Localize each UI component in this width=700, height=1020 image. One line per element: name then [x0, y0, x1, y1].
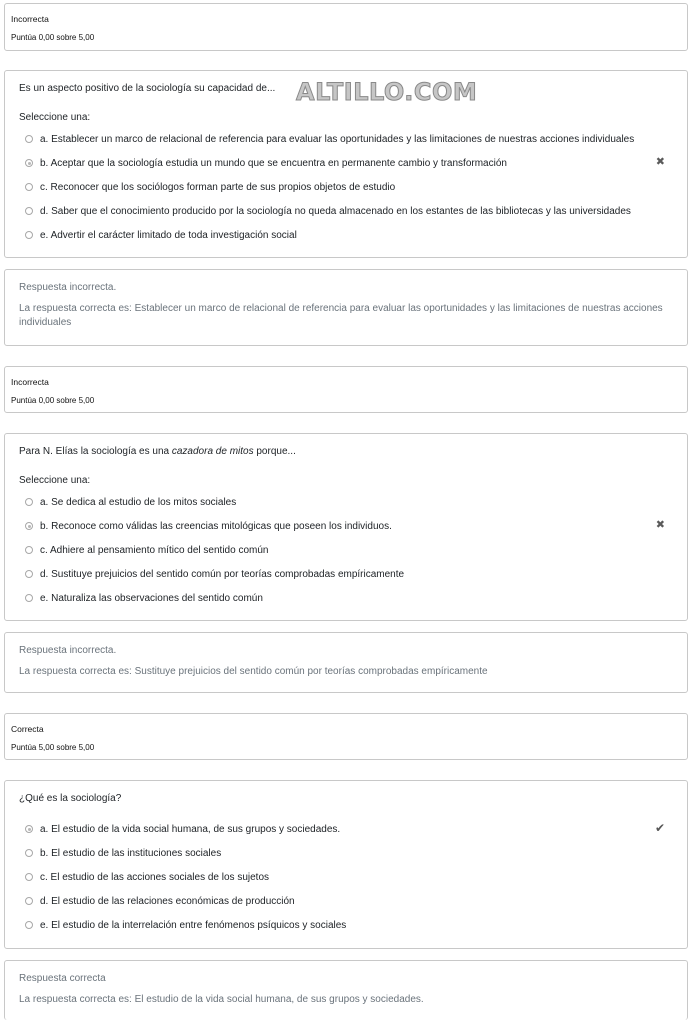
radio-button[interactable]: [25, 546, 33, 554]
question-grade: Puntúa 5,00 sobre 5,00: [11, 743, 95, 752]
question-2-feedback: [4, 632, 688, 693]
feedback-title: Respuesta incorrecta.: [19, 282, 117, 293]
answer-label: e. El estudio de la interrelación entre fenómenos psíquicos y sociales: [40, 919, 347, 931]
correct-check-icon: ✔: [654, 821, 665, 835]
question-1-feedback: [4, 269, 688, 346]
answer-label: b. El estudio de las instituciones sociales: [40, 847, 222, 859]
answer-label: b. Aceptar que la sociología estudia un mundo que se encuentra en permanente cambio y transformación: [40, 157, 507, 169]
radio-button[interactable]: [25, 183, 33, 191]
question-2-info: [4, 366, 688, 413]
answer-option-c[interactable]: [19, 538, 673, 562]
radio-button[interactable]: [25, 849, 33, 857]
answer-label: e. Advertir el carácter limitado de toda investigación social: [40, 229, 297, 241]
question-state: Incorrecta: [11, 377, 49, 387]
answer-option-d[interactable]: [19, 562, 673, 586]
answer-option-d[interactable]: [19, 199, 673, 223]
answer-list: [19, 127, 673, 247]
question-3-feedback: [4, 960, 688, 1020]
answer-label: c. Reconocer que los sociólogos forman parte de sus propios objetos de estudio: [40, 181, 396, 193]
question-text-part: porque...: [253, 446, 296, 457]
question-3-content: [4, 780, 688, 949]
answer-option-e[interactable]: [19, 223, 673, 247]
radio-button[interactable]: [25, 873, 33, 881]
radio-button[interactable]: [25, 498, 33, 506]
select-prompt: Seleccione una:: [19, 475, 91, 486]
answer-option-a[interactable]: [19, 127, 673, 151]
answer-label: d. El estudio de las relaciones económicas de producción: [40, 895, 295, 907]
radio-button[interactable]: [25, 921, 33, 929]
answer-option-b[interactable]: [19, 514, 673, 538]
answer-option-c[interactable]: [19, 865, 673, 889]
radio-button[interactable]: [25, 231, 33, 239]
right-answer-text: La respuesta correcta es: Sustituye prejuicios del sentido común por teorías comprobadas empíricamente: [19, 666, 488, 677]
answer-label: a. Establecer un marco de relacional de referencia para evaluar las oportunidades y las limitaciones de nuestras acciones individuales: [40, 133, 635, 145]
watermark-logo: ALTILLO.COM: [296, 78, 478, 106]
answer-option-e[interactable]: [19, 913, 673, 937]
select-prompt: Seleccione una:: [19, 112, 91, 123]
answer-label: c. El estudio de las acciones sociales de los sujetos: [40, 871, 270, 883]
question-1-info: [4, 3, 688, 51]
question-grade: Puntúa 0,00 sobre 5,00: [11, 33, 95, 42]
feedback-title: Respuesta incorrecta.: [19, 645, 117, 656]
radio-button[interactable]: [25, 897, 33, 905]
question-state: Correcta: [11, 724, 44, 734]
answer-label: a. El estudio de la vida social humana, de sus grupos y sociedades.: [40, 823, 341, 835]
radio-button-selected[interactable]: [25, 825, 33, 833]
question-state: Incorrecta: [11, 14, 49, 24]
question-text: Es un aspecto positivo de la sociología su capacidad de...: [19, 83, 276, 94]
answer-option-b[interactable]: [19, 151, 673, 175]
answer-option-a[interactable]: [19, 817, 673, 841]
radio-button-selected[interactable]: [25, 522, 33, 530]
right-answer-text: La respuesta correcta es: Establecer un marco de relacional de referencia para evaluar las oportunidades y las limitaciones de nuestras acciones individuales: [19, 303, 663, 328]
answer-label: c. Adhiere al pensamiento mítico del sentido común: [40, 544, 269, 556]
answer-list: [19, 490, 673, 610]
feedback-title: Respuesta correcta: [19, 973, 106, 984]
incorrect-icon: ✖: [655, 156, 665, 168]
answer-option-e[interactable]: [19, 586, 673, 610]
question-text: [19, 446, 673, 457]
incorrect-icon: ✖: [655, 519, 665, 531]
radio-button[interactable]: [25, 207, 33, 215]
answer-label: e. Naturaliza las observaciones del sentido común: [40, 592, 263, 604]
question-text-emphasis: cazadora de mitos: [171, 446, 254, 457]
radio-button[interactable]: [25, 570, 33, 578]
answer-label: d. Sustituye prejuicios del sentido común por teorías comprobadas empíricamente: [40, 568, 405, 580]
answer-option-b[interactable]: [19, 841, 673, 865]
answer-option-d[interactable]: [19, 889, 673, 913]
answer-option-c[interactable]: [19, 175, 673, 199]
radio-button[interactable]: [25, 135, 33, 143]
question-text-part: Para N. Elías la sociología es una: [19, 446, 172, 457]
question-3-info: [4, 713, 688, 760]
answer-list: [19, 817, 673, 937]
answer-label: a. Se dedica al estudio de los mitos sociales: [40, 496, 237, 508]
question-2-content: [4, 433, 688, 621]
answer-option-a[interactable]: [19, 490, 673, 514]
radio-button[interactable]: [25, 594, 33, 602]
answer-label: d. Saber que el conocimiento producido por la sociología no queda almacenado en los estantes de las bibliotecas y las universidades: [40, 205, 631, 217]
question-text: ¿Qué es la sociología?: [19, 793, 122, 804]
right-answer-text: La respuesta correcta es: El estudio de la vida social humana, de sus grupos y sociedades.: [19, 994, 424, 1005]
radio-button-selected[interactable]: [25, 159, 33, 167]
question-grade: Puntúa 0,00 sobre 5,00: [11, 396, 95, 405]
answer-label: b. Reconoce como válidas las creencias mitológicas que poseen los individuos.: [40, 520, 392, 532]
